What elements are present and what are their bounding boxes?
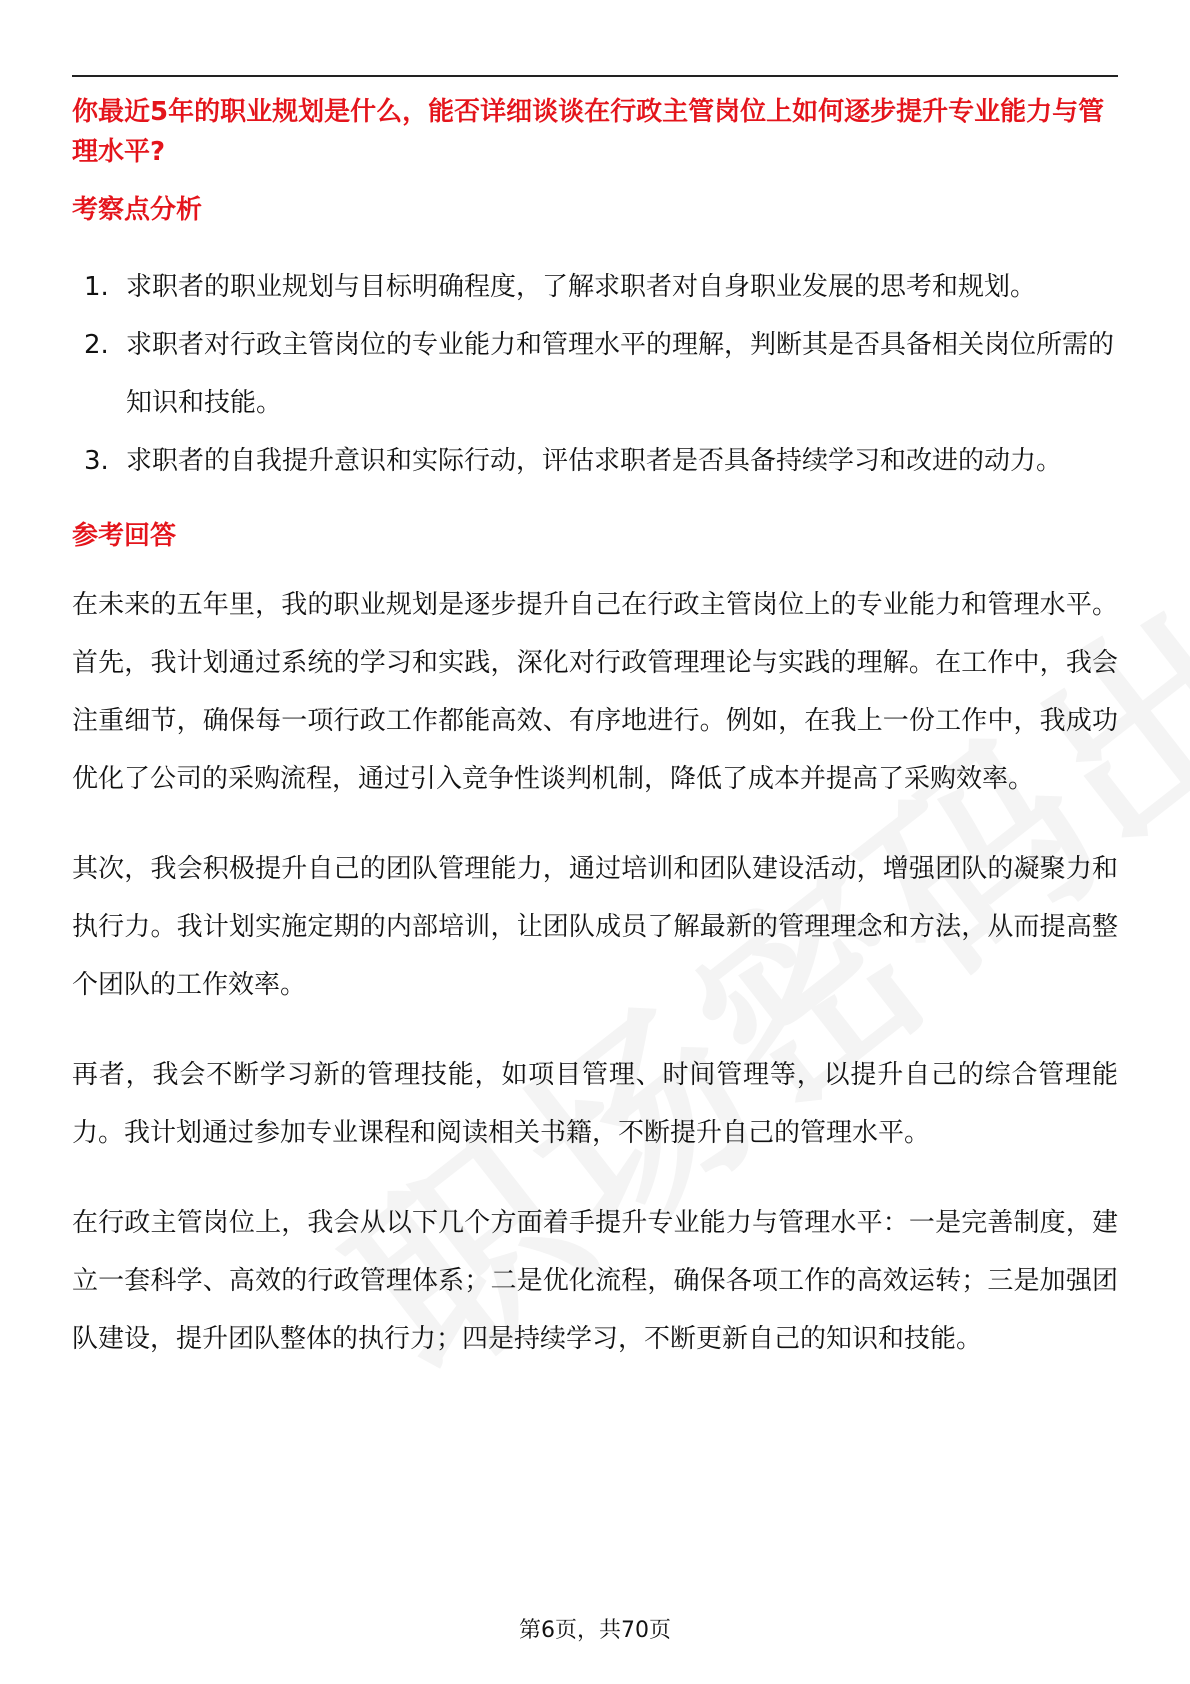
item-text: 求职者对行政主管岗位的专业能力和管理水平的理解，判断其是否具备相关岗位所需的知识和技能。 [126, 330, 1115, 418]
answer-paragraph: 在行政主管岗位上，我会从以下几个方面着手提升专业能力与管理水平：一是完善制度，建立一套科学、高效的行政管理体系；二是优化流程，确保各项工作的高效运转；三是加强团队建设，提升团队整体的执行力；四是持续学习，不断更新自己的知识和技能。 [72, 1208, 1118, 1354]
answer-heading: 参考回答 [72, 521, 177, 551]
top-divider [72, 75, 1118, 77]
analysis-list [72, 258, 1118, 490]
item-number: 2. [84, 330, 109, 360]
analysis-heading: 考察点分析 [72, 195, 203, 225]
page-content [72, 92, 1118, 1368]
question-title: 你最近5年的职业规划是什么，能否详细谈谈在行政主管岗位上如何逐步提升专业能力与管理水平? [72, 97, 1105, 167]
answer-paragraph: 其次，我会积极提升自己的团队管理能力，通过培训和团队建设活动，增强团队的凝聚力和执行力。我计划实施定期的内部培训，让团队成员了解最新的管理理念和方法，从而提高整个团队的工作效率。 [72, 854, 1118, 1000]
item-number: 3. [84, 446, 109, 476]
analysis-item [72, 258, 1118, 316]
item-text: 求职者的自我提升意识和实际行动，评估求职者是否具备持续学习和改进的动力。 [126, 446, 1063, 476]
item-text: 求职者的职业规划与目标明确程度，了解求职者对自身职业发展的思考和规划。 [126, 272, 1037, 302]
answer-paragraph: 再者，我会不断学习新的管理技能，如项目管理、时间管理等，以提升自己的综合管理能力。我计划通过参加专业课程和阅读相关书籍，不断提升自己的管理水平。 [72, 1060, 1118, 1148]
item-number: 1. [84, 272, 109, 302]
page-number: 第6页，共70页 [519, 1618, 671, 1643]
analysis-item [72, 316, 1118, 432]
answer-paragraph: 在未来的五年里，我的职业规划是逐步提升自己在行政主管岗位上的专业能力和管理水平。首先，我计划通过系统的学习和实践，深化对行政管理理论与实践的理解。在工作中，我会注重细节，确保每一项行政工作都能高效、有序地进行。例如，在我上一份工作中，我成功优化了公司的采购流程，通过引入竞争性谈判机制，降低了成本并提高了采购效率。 [72, 590, 1118, 794]
analysis-item [72, 432, 1118, 490]
